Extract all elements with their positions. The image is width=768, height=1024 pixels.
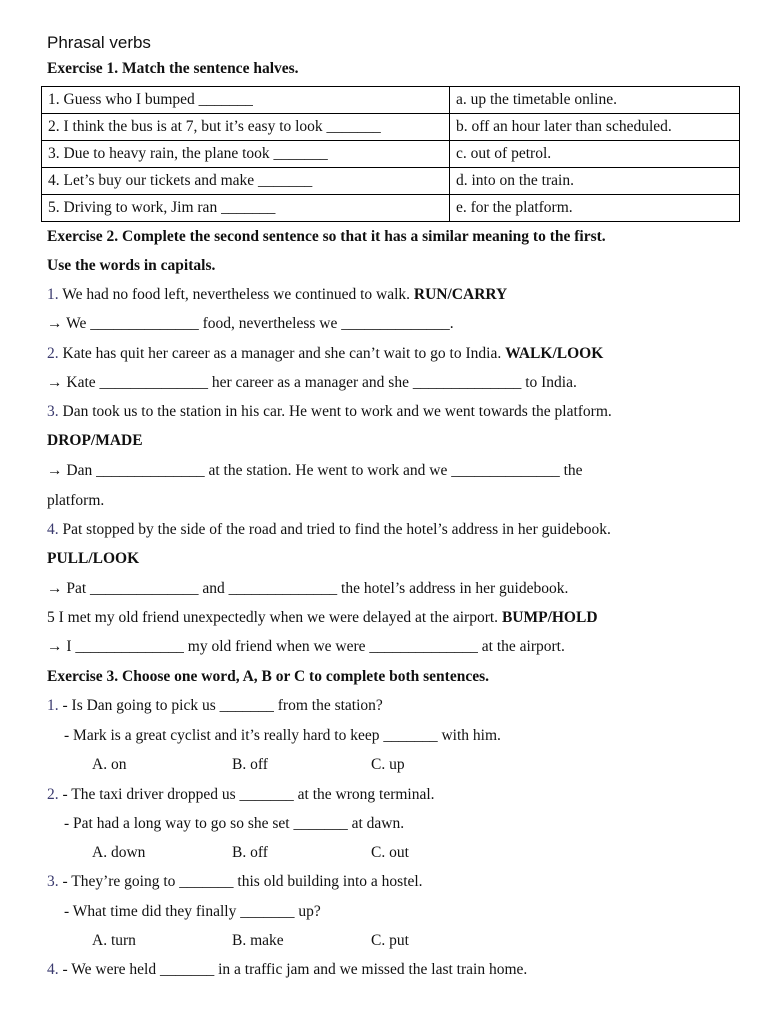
sentence-end: e. for the platform. xyxy=(450,195,740,222)
exercise-2-heading: Exercise 2. Complete the second sentence so that it has a similar meaning to the first. xyxy=(47,228,606,245)
option-b: B. off xyxy=(232,844,268,861)
exercise-2-heading-cont: Use the words in capitals. xyxy=(47,257,216,274)
arrow-icon: → xyxy=(47,580,63,597)
capitals-words: DROP/MADE xyxy=(47,432,143,449)
sentence-start: 4. Let’s buy our tickets and make _______ xyxy=(42,168,450,195)
question-number: 1. xyxy=(47,286,59,303)
capitals-words: RUN/CARRY xyxy=(413,286,508,303)
question-sentence: - We were held _______ in a traffic jam and we missed the last train home. xyxy=(58,961,528,978)
capitals-words: BUMP/HOLD xyxy=(501,609,598,626)
question-sentence: - The taxi driver dropped us _______ at the wrong terminal. xyxy=(58,786,435,803)
question-text xyxy=(47,786,435,804)
table-row xyxy=(42,87,740,114)
answer-line xyxy=(47,580,568,598)
answer-text: We ______________ food, nevertheless we ______________. xyxy=(62,315,454,332)
question-sentence-2: - What time did they finally _______ up? xyxy=(64,903,321,920)
question-number: 5 xyxy=(47,609,55,626)
option-b: B. off xyxy=(232,756,268,773)
question-sentence: Kate has quit her career as a manager and she can’t wait to go to India. xyxy=(58,345,506,362)
sentence-start: 1. Guess who I bumped _______ xyxy=(42,87,450,114)
sentence-start: 3. Due to heavy rain, the plane took _______ xyxy=(42,141,450,168)
question-number: 4. xyxy=(47,521,59,538)
exercise-3-heading: Exercise 3. Choose one word, A, B or C to complete both sentences. xyxy=(47,668,489,685)
capitals-words: PULL/LOOK xyxy=(47,550,140,567)
sentence-end: b. off an hour later than scheduled. xyxy=(450,114,740,141)
question-number: 2. xyxy=(47,345,59,362)
table-row xyxy=(42,114,740,141)
table-row xyxy=(42,141,740,168)
option-c: C. put xyxy=(371,932,409,949)
sentence-end: d. into on the train. xyxy=(450,168,740,195)
page-title: Phrasal verbs xyxy=(47,33,151,52)
answer-text-cont: platform. xyxy=(47,492,105,509)
sentence-start: 2. I think the bus is at 7, but it’s easy to look _______ xyxy=(42,114,450,141)
question-sentence-2: - Mark is a great cyclist and it’s really hard to keep _______ with him. xyxy=(64,727,501,744)
question-text xyxy=(47,697,383,715)
option-c: C. up xyxy=(371,756,405,773)
option-a: A. down xyxy=(92,844,146,861)
arrow-icon: → xyxy=(47,315,63,332)
sentence-start: 5. Driving to work, Jim ran _______ xyxy=(42,195,450,222)
question-number: 3. xyxy=(47,403,59,420)
sentence-end: a. up the timetable online. xyxy=(450,87,740,114)
option-a: A. on xyxy=(92,756,127,773)
sentence-end: c. out of petrol. xyxy=(450,141,740,168)
answer-line xyxy=(47,374,577,392)
question-text xyxy=(47,286,507,304)
question-number: 3. xyxy=(47,873,59,890)
question-text xyxy=(47,609,598,627)
answer-text: Dan ______________ at the station. He went to work and we ______________ the xyxy=(62,462,583,479)
answer-text: Pat ______________ and ______________ the hotel’s address in her guidebook. xyxy=(62,580,569,597)
question-text xyxy=(47,345,603,363)
option-c: C. out xyxy=(371,844,409,861)
question-number: 1. xyxy=(47,697,59,714)
question-sentence: We had no food left, nevertheless we continued to walk. xyxy=(58,286,414,303)
question-text xyxy=(47,521,611,539)
arrow-icon: → xyxy=(47,462,63,479)
answer-line xyxy=(47,462,583,480)
question-sentence: Pat stopped by the side of the road and tried to find the hotel’s address in her guidebook. xyxy=(58,521,611,538)
question-number: 4. xyxy=(47,961,59,978)
question-text xyxy=(47,403,612,421)
answer-line xyxy=(47,638,565,656)
matching-table xyxy=(41,86,740,222)
question-sentence: Dan took us to the station in his car. He went to work and we went towards the platform. xyxy=(58,403,612,420)
question-text xyxy=(47,961,527,979)
question-number: 2. xyxy=(47,786,59,803)
question-sentence: I met my old friend unexpectedly when we were delayed at the airport. xyxy=(54,609,502,626)
answer-text: I ______________ my old friend when we were ______________ at the airport. xyxy=(62,638,565,655)
exercise-1-heading: Exercise 1. Match the sentence halves. xyxy=(47,60,299,77)
table-row xyxy=(42,195,740,222)
question-text xyxy=(47,873,423,891)
option-b: B. make xyxy=(232,932,284,949)
answer-line xyxy=(47,315,454,333)
arrow-icon: → xyxy=(47,374,63,391)
question-sentence: - They’re going to _______ this old building into a hostel. xyxy=(58,873,423,890)
arrow-icon: → xyxy=(47,638,63,655)
question-sentence: - Is Dan going to pick us _______ from the station? xyxy=(58,697,383,714)
capitals-words: WALK/LOOK xyxy=(505,345,604,362)
question-sentence-2: - Pat had a long way to go so she set _______ at dawn. xyxy=(64,815,405,832)
answer-text: Kate ______________ her career as a manager and she ______________ to India. xyxy=(62,374,577,391)
table-row xyxy=(42,168,740,195)
option-a: A. turn xyxy=(92,932,136,949)
